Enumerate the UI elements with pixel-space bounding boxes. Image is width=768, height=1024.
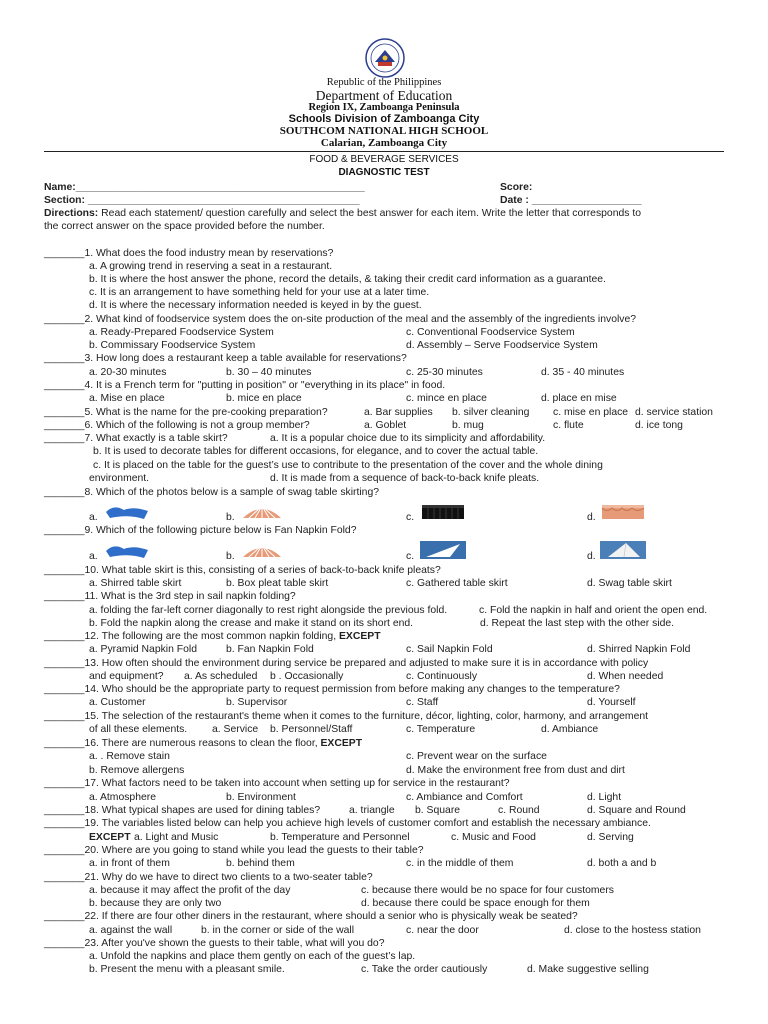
question-14 <box>0 683 768 696</box>
choice-b: b. Square <box>415 805 461 816</box>
question-stem: _______15. The selection of the restaurant's theme when it comes to the furniture, décor, lighting, color, harmony, and arrangement <box>44 711 649 722</box>
choice-a: a. A growing trend in reserving a seat in a restaurant. <box>89 261 333 272</box>
question-2 <box>0 313 768 326</box>
choice-c-continued: environment. <box>89 473 150 484</box>
choice-a: a. because it may affect the profit of the day <box>89 885 291 896</box>
choice-c: c. Staff <box>406 697 439 708</box>
choice-b: b. in the corner or side of the wall <box>201 925 355 936</box>
deped-seal-icon <box>365 38 405 78</box>
choice-c: c. Temperature <box>406 724 476 735</box>
choice-d: d. place en mise <box>541 393 617 404</box>
choice-b: b. because they are only two <box>89 898 222 909</box>
choice-c: c. flute <box>553 420 584 431</box>
choice-d: d. because there could be space enough for them <box>361 898 590 909</box>
question-stem: _______19. The variables listed below can help you achieve high levels of customer comfort and establish the necessary ambiance. <box>44 818 651 829</box>
choice-a: a. triangle <box>349 805 395 816</box>
choice-row <box>0 459 768 472</box>
question-stem: _______7. What exactly is a table skirt? <box>44 433 228 444</box>
question-stem: _______20. Where are you going to stand while you lead the guests to their table? <box>44 845 424 856</box>
choice-row <box>0 791 768 804</box>
question-17 <box>0 777 768 790</box>
choice-b: b. It is where the host answer the phone, record the details, & taking their credit card information as a guarantee. <box>89 274 606 285</box>
question-12 <box>0 630 768 643</box>
choice-row <box>0 617 768 630</box>
question-stem: _______3. How long does a restaurant keep a table available for reservations? <box>44 353 407 364</box>
except-keyword: EXCEPT <box>89 832 131 843</box>
choice-a: a. against the wall <box>89 925 173 936</box>
fan-napkin-image <box>239 502 285 520</box>
directions-line-1 <box>0 207 768 220</box>
black-table-skirt-image <box>420 502 466 520</box>
choice-c: c. Continuously <box>406 671 478 682</box>
choice-b: b. mice en place <box>226 393 302 404</box>
choice-c: c. because there would be no space for four customers <box>361 885 614 896</box>
question-23 <box>0 937 768 950</box>
choice-row <box>0 392 768 405</box>
choice-b: b. silver cleaning <box>452 407 530 418</box>
question-16 <box>0 737 768 750</box>
choice-row <box>0 339 768 352</box>
question-20 <box>0 844 768 857</box>
directions-line-2 <box>0 220 768 233</box>
fan-napkin-image <box>239 541 285 559</box>
question-stem: _______11. What is the 3rd step in sail napkin folding? <box>44 591 296 602</box>
choice-row <box>0 831 768 844</box>
choice-a: a. Atmosphere <box>89 792 157 803</box>
choice-b: b. <box>226 512 235 523</box>
choice-b: b. 30 – 40 minutes <box>226 367 312 378</box>
choice-b: b. mug <box>452 420 484 431</box>
choice-c: c. <box>406 551 415 562</box>
choice-c: c. Round <box>498 805 540 816</box>
question-8 <box>0 486 768 499</box>
choice-b: b. <box>226 551 235 562</box>
choice-c: c. Conventional Foodservice System <box>406 327 575 338</box>
choice-a: a. <box>89 551 98 562</box>
choice-d: d. Serving <box>587 832 634 843</box>
choice-a: a. Mise en place <box>89 393 165 404</box>
question-stem: _______5. What is the name for the pre-cooking preparation? <box>44 407 328 418</box>
choice-b: b. Box pleat table skirt <box>226 578 329 589</box>
choice-c: c. It is placed on the table for the guest’s use to contribute to the presentation of the cover and the whole dining <box>93 460 603 471</box>
date-field[interactable]: Date : ___________________ <box>500 195 642 206</box>
question-22 <box>0 910 768 923</box>
question-stem: _______1. What does the food industry mean by reservations? <box>44 248 334 259</box>
question-stem: _______10. What table skirt is this, consisting of a series of back-to-back knife pleats? <box>44 565 441 576</box>
question-10 <box>0 564 768 577</box>
subject-title: FOOD & BEVERAGE SERVICES <box>309 154 459 165</box>
choice-row <box>0 963 768 976</box>
choice-b: b. Present the menu with a pleasant smile. <box>89 964 285 975</box>
choice-d: d. <box>587 512 596 523</box>
choice-a: a. Service <box>212 724 259 735</box>
name-score-row <box>0 181 768 194</box>
choice-row <box>0 273 768 286</box>
question-stem: _______14. Who should be the appropriate party to request permission from before making any changes to the temperature? <box>44 684 620 695</box>
directions-text-2: the correct answer on the space provided before the number. <box>44 221 325 232</box>
choice-c: c. near the door <box>406 925 479 936</box>
question-9 <box>0 524 768 537</box>
choice-d: d. both a and b <box>587 858 657 869</box>
test-title: DIAGNOSTIC TEST <box>338 167 430 178</box>
choice-d: d. Assembly – Serve Foodservice System <box>406 340 598 351</box>
republic-line: Republic of the Philippines <box>326 77 442 88</box>
choice-c: c. Music and Food <box>451 832 536 843</box>
choice-row <box>0 696 768 709</box>
question-stem: _______22. If there are four other diners in the restaurant, where should a senior who is physically weak be seated? <box>44 911 578 922</box>
choice-row <box>0 472 768 485</box>
question-stem: _______18. What typical shapes are used for dining tables? <box>44 805 321 816</box>
question-stem: _______17. What factors need to be taken into account when setting up for service in the restaurant? <box>44 778 510 789</box>
choice-row <box>0 857 768 870</box>
question-stem: _______4. It is a French term for "putting in position" or "everything in its place" in food. <box>44 380 446 391</box>
choice-a: a. Pyramid Napkin Fold <box>89 644 197 655</box>
choice-c: c. mince en place <box>406 393 487 404</box>
choice-a: a. . Remove stain <box>89 751 170 762</box>
choice-d: d. <box>587 551 596 562</box>
choice-b: b. Fan Napkin Fold <box>226 644 314 655</box>
choice-row <box>0 445 768 458</box>
directions-text-1: Read each statement/ question carefully and select the best answer for each item. Write the letter that corresponds to <box>98 208 641 219</box>
choice-c: c. It is an arrangement to have something held for your use at a later time. <box>89 287 430 298</box>
choice-c: c. Prevent wear on the surface <box>406 751 547 762</box>
choice-a: a. <box>89 512 98 523</box>
choice-a: a. Bar supplies <box>364 407 433 418</box>
question-stem: _______12. The following are the most common napkin folding, <box>44 631 339 642</box>
question-19 <box>0 817 768 830</box>
question-1 <box>0 247 768 260</box>
choice-d: d. Light <box>587 792 622 803</box>
choice-c: c. Ambiance and Comfort <box>406 792 523 803</box>
choice-b: b. behind them <box>226 858 295 869</box>
choice-b: b. Supervisor <box>226 697 288 708</box>
choice-row <box>0 577 768 590</box>
choice-b: b. Commissary Foodservice System <box>89 340 256 351</box>
choice-row <box>0 604 768 617</box>
pyramid-napkin-image <box>600 541 646 559</box>
question-11 <box>0 590 768 603</box>
choice-row <box>0 326 768 339</box>
name-field[interactable]: Name:__________________________________________________ <box>44 182 365 193</box>
question-13 <box>0 657 768 670</box>
choice-d: d. Make suggestive selling <box>527 964 649 975</box>
department-title: Department of Education <box>315 88 453 103</box>
choice-row <box>0 366 768 379</box>
choice-a: a. Unfold the napkins and place them gently on each of the guest’s lap. <box>89 951 416 962</box>
sail-napkin-image <box>420 541 466 559</box>
choice-c: c. Fold the napkin in half and orient the open end. <box>479 605 708 616</box>
choice-c: c. <box>406 512 415 523</box>
choice-a: a. folding the far-left corner diagonally to rest right alongside the previous fold. <box>89 605 448 616</box>
choice-a: a. Shirred table skirt <box>89 578 182 589</box>
question-6 <box>0 419 768 432</box>
choice-row <box>0 260 768 273</box>
question-stem: _______16. There are numerous reasons to clean the floor, <box>44 738 321 749</box>
section-field[interactable]: Section: _______________________________________________ <box>44 195 360 206</box>
choice-d: d. Make the environment free from dust and dirt <box>406 765 625 776</box>
choice-a: a. As scheduled <box>184 671 258 682</box>
choice-row <box>0 764 768 777</box>
question-stem: _______21. Why do we have to direct two clients to a two-seater table? <box>44 872 373 883</box>
choice-d: d. close to the hostess station <box>564 925 701 936</box>
choice-row <box>0 750 768 763</box>
division-line: Schools Division of Zamboanga City <box>288 113 480 125</box>
choice-c: c. Gathered table skirt <box>406 578 508 589</box>
choice-row <box>0 286 768 299</box>
choice-a: a. It is a popular choice due to its simplicity and affordability. <box>270 433 546 444</box>
choice-c: c. 25-30 minutes <box>406 367 483 378</box>
region-line: Region IX, Zamboanga Peninsula <box>308 102 460 113</box>
choice-d: d. service station <box>635 407 713 418</box>
choice-d: d. Square and Round <box>587 805 686 816</box>
choice-d: d. When needed <box>587 671 664 682</box>
except-keyword: EXCEPT <box>338 631 381 642</box>
choice-row <box>0 643 768 656</box>
school-name: SOUTHCOM NATIONAL HIGH SCHOOL <box>279 125 489 137</box>
choice-d: d. ice tong <box>635 420 683 431</box>
choice-row <box>0 924 768 937</box>
choice-d: d. Ambiance <box>541 724 599 735</box>
choice-d: d. 35 - 40 minutes <box>541 367 625 378</box>
choice-b: b. Environment <box>226 792 296 803</box>
stem-continued: of all these elements. <box>89 724 188 735</box>
choice-b: b . Occasionally <box>270 671 344 682</box>
directions-label: Directions: <box>44 208 99 219</box>
choice-row <box>0 897 768 910</box>
question-4 <box>0 379 768 392</box>
choice-row <box>0 884 768 897</box>
choice-a: a. in front of them <box>89 858 170 869</box>
blue-napkin-image <box>104 541 150 559</box>
choice-row <box>0 723 768 736</box>
question-stem: _______6. Which of the following is not a group member? <box>44 420 310 431</box>
choice-b: b. It is used to decorate tables for different occasions, for elegance, and to cover the actual table. <box>93 446 539 457</box>
question-3 <box>0 352 768 365</box>
blue-napkin-image <box>104 502 150 520</box>
question-7 <box>0 432 768 445</box>
except-keyword: EXCEPT <box>320 738 363 749</box>
question-stem: _______23. After you've shown the guests to their table, what will you do? <box>44 938 385 949</box>
choice-c: c. mise en place <box>553 407 629 418</box>
choice-d: d. Shirred Napkin Fold <box>587 644 691 655</box>
question-18 <box>0 804 768 817</box>
choice-a: a. Customer <box>89 697 146 708</box>
choice-d: d. Yourself <box>587 697 636 708</box>
choice-a: a. Ready-Prepared Foodservice System <box>89 327 274 338</box>
choice-a: a. Light and Music <box>134 832 219 843</box>
question-5 <box>0 406 768 419</box>
header-rule <box>44 151 724 152</box>
choice-b: b. Remove allergens <box>89 765 185 776</box>
choice-row <box>0 950 768 963</box>
choice-c: c. Sail Napkin Fold <box>406 644 493 655</box>
question-stem: _______8. Which of the photos below is a sample of swag table skirting? <box>44 487 380 498</box>
choice-c: c. in the middle of them <box>406 858 514 869</box>
question-stem: _______9. Which of the following picture below is Fan Napkin Fold? <box>44 525 357 536</box>
question-15 <box>0 710 768 723</box>
question-21 <box>0 871 768 884</box>
stem-continued: and equipment? <box>89 671 164 682</box>
school-address: Calarian, Zamboanga City <box>320 137 448 149</box>
choice-row <box>0 670 768 683</box>
choice-b: b. Fold the napkin along the crease and make it stand on its short end. <box>89 618 414 629</box>
choice-row <box>0 299 768 312</box>
choice-d: d. It is where the necessary information needed is keyed in by the guest. <box>89 300 422 311</box>
question-stem: _______13. How often should the environment during service be prepared and adjusted to make sure it is in accordance with policy <box>44 658 649 669</box>
section-date-row <box>0 194 768 207</box>
choice-b: b. Temperature and Personnel <box>270 832 410 843</box>
choice-d: d. It is made from a sequence of back-to-back knife pleats. <box>270 473 540 484</box>
score-field[interactable]: Score: <box>500 182 533 193</box>
choice-d: d. Repeat the last step with the other side. <box>480 618 675 629</box>
choice-a: a. 20-30 minutes <box>89 367 167 378</box>
choice-c: c. Take the order cautiously <box>361 964 488 975</box>
choice-a: a. Goblet <box>364 420 407 431</box>
question-stem: _______2. What kind of foodservice system does the on-site production of the meal and the assembly of the ingredients involve? <box>44 314 637 325</box>
salmon-table-skirt-image <box>600 502 646 520</box>
choice-d: d. Swag table skirt <box>587 578 672 589</box>
choice-b: b. Personnel/Staff <box>270 724 353 735</box>
